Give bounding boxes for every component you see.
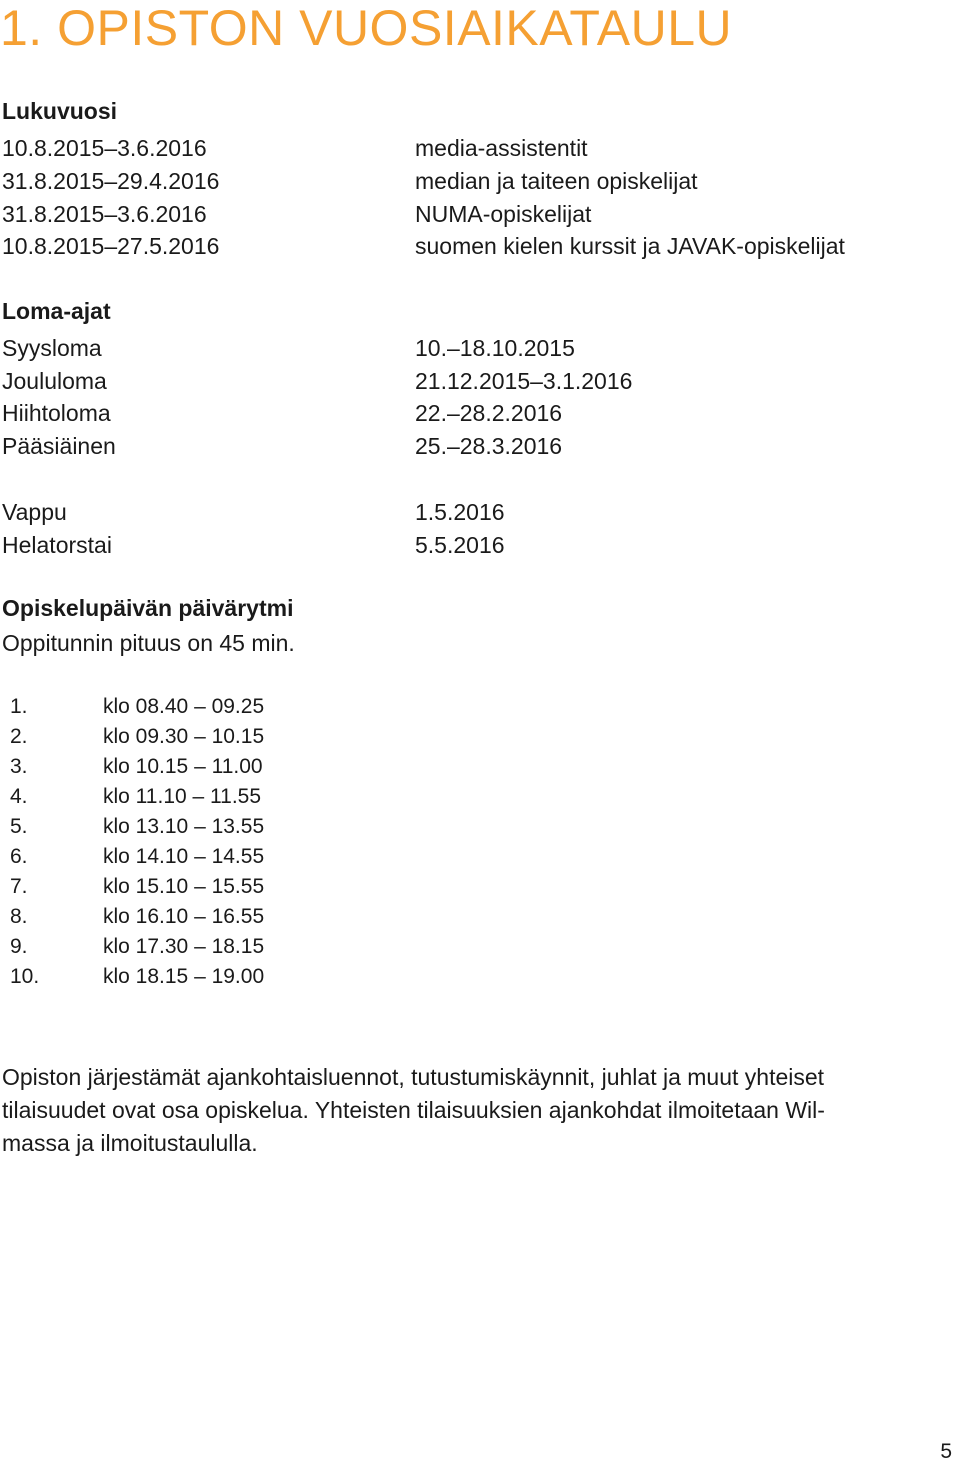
lesson-number: 10. <box>10 965 40 988</box>
lukuvuosi-group: media-assistentit <box>415 135 588 161</box>
loma-name: Joululoma <box>2 368 107 394</box>
lukuvuosi-row <box>2 165 960 197</box>
loma-dates: 5.5.2016 <box>415 532 505 558</box>
lesson-time: klo 10.15 – 11.00 <box>103 755 263 778</box>
loma-dates: 10.–18.10.2015 <box>415 335 575 361</box>
lukuvuosi-heading: Lukuvuosi <box>2 98 118 124</box>
lesson-time: klo 15.10 – 15.55 <box>103 875 265 898</box>
lukuvuosi-group: NUMA-opiskelijat <box>415 201 592 227</box>
lukuvuosi-dates: 31.8.2015–3.6.2016 <box>2 201 207 227</box>
loma-row <box>2 332 960 364</box>
lesson-time: klo 16.10 – 16.55 <box>103 905 265 928</box>
lukuvuosi-group: median ja taiteen opiskelijat <box>415 168 698 194</box>
lesson-number: 2. <box>10 725 28 748</box>
loma-row <box>2 496 960 528</box>
lukuvuosi-row <box>2 198 960 230</box>
loma-dates: 22.–28.2.2016 <box>415 400 563 426</box>
loma-name: Pääsiäinen <box>2 433 116 459</box>
lukuvuosi-dates: 10.8.2015–27.5.2016 <box>2 233 220 259</box>
lesson-number: 6. <box>10 845 28 868</box>
paragraph-line: tilaisuudet ovat osa opiskelua. Yhteisten tilaisuuksien ajankohdat ilmoitetaan Wil- <box>2 1097 825 1123</box>
loma-dates: 1.5.2016 <box>415 499 505 525</box>
loma-ajat-heading: Loma-ajat <box>2 298 111 324</box>
info-paragraph <box>2 1061 942 1160</box>
lukuvuosi-dates: 31.8.2015–29.4.2016 <box>2 168 220 194</box>
lesson-number: 3. <box>10 755 28 778</box>
loma-name: Helatorstai <box>2 532 112 558</box>
loma-dates: 21.12.2015–3.1.2016 <box>415 368 633 394</box>
lukuvuosi-dates: 10.8.2015–3.6.2016 <box>2 135 207 161</box>
lesson-time: klo 08.40 – 09.25 <box>103 695 265 718</box>
loma-dates: 25.–28.3.2016 <box>415 433 563 459</box>
lukuvuosi-group: suomen kielen kurssit ja JAVAK-opiskelijat <box>415 233 845 259</box>
paivarytmi-subtitle: Oppitunnin pituus on 45 min. <box>2 630 295 656</box>
lesson-time: klo 09.30 – 10.15 <box>103 725 265 748</box>
loma-name: Vappu <box>2 499 67 525</box>
lesson-time: klo 17.30 – 18.15 <box>103 935 265 958</box>
loma-row <box>2 529 960 561</box>
lesson-number: 9. <box>10 935 28 958</box>
page-title: 1. OPISTON VUOSIAIKATAULU <box>0 0 733 56</box>
lukuvuosi-row <box>2 230 960 262</box>
loma-name: Hiihtoloma <box>2 400 111 426</box>
lesson-time: klo 11.10 – 11.55 <box>103 785 262 808</box>
loma-row <box>2 430 960 462</box>
lesson-number: 5. <box>10 815 28 838</box>
paivarytmi-heading: Opiskelupäivän päivärytmi <box>2 595 294 621</box>
lesson-number: 7. <box>10 875 28 898</box>
loma-name: Syysloma <box>2 335 102 361</box>
lukuvuosi-row <box>2 132 960 164</box>
paragraph-line: Opiston järjestämät ajankohtaisluennot, tutustumiskäynnit, juhlat ja muut yhteiset <box>2 1064 825 1090</box>
loma-row <box>2 397 960 429</box>
lesson-number: 4. <box>10 785 28 808</box>
lesson-number: 8. <box>10 905 28 928</box>
lesson-time: klo 13.10 – 13.55 <box>103 815 265 838</box>
loma-row <box>2 365 960 397</box>
page-number: 5 <box>940 1440 952 1463</box>
paragraph-line: massa ja ilmoitustaululla. <box>2 1130 258 1156</box>
lesson-time: klo 18.15 – 19.00 <box>103 965 265 988</box>
lesson-time: klo 14.10 – 14.55 <box>103 845 265 868</box>
lesson-number: 1. <box>10 695 28 718</box>
